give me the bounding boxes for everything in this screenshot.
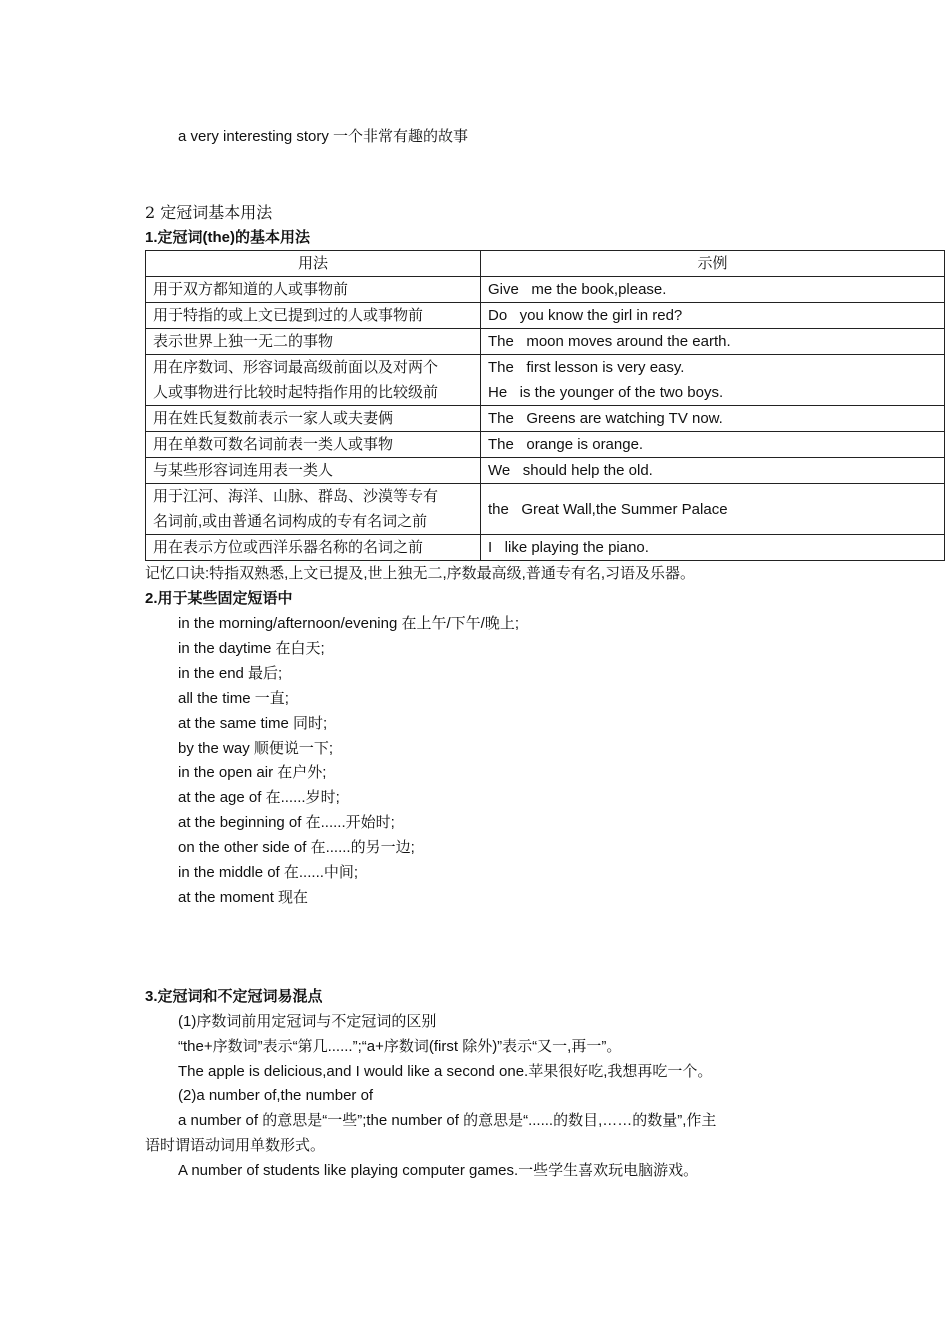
phrase-item: at the beginning of 在......开始时;: [178, 814, 395, 832]
example-cell: [481, 432, 945, 458]
table-row: [146, 484, 945, 535]
part3-p2-rule-line2: 语时谓语动词用单数形式。: [145, 1137, 326, 1154]
example-cell: [481, 484, 945, 535]
example-text: The orange is orange.: [488, 436, 644, 453]
usage-cell: [146, 432, 481, 458]
example-text: Give me the book,please.: [488, 281, 667, 298]
usage-text: 用在姓氏复数前表示一家人或夫妻俩: [153, 410, 394, 427]
example-cell: [481, 458, 945, 484]
usage-cell: [146, 329, 481, 355]
example-text: I like playing the piano.: [488, 539, 649, 556]
table-row: [146, 277, 945, 303]
phrase-item: all the time 一直;: [178, 689, 289, 707]
example-cell: [481, 535, 945, 561]
usage-text: 表示世界上独一无二的事物: [153, 333, 334, 350]
usage-cell: [146, 535, 481, 561]
intro-line: a very interesting story 一个非常有趣的故事: [178, 128, 469, 145]
example-text: We should help the old.: [488, 462, 653, 479]
example-cell: [481, 406, 945, 432]
usage-text: 用在序数词、形容词最高级前面以及对两个: [153, 359, 439, 376]
table-row: [146, 535, 945, 561]
part3-p2-title: (2)a number of,the number of: [178, 1087, 374, 1104]
header-usage: 用法: [146, 251, 481, 277]
usage-text: 名词前,或由普通名词构成的专有名词之前: [153, 513, 428, 530]
table-row: [146, 303, 945, 329]
part3-p2-example: A number of students like playing computer games.一些学生喜欢玩电脑游戏。: [178, 1162, 699, 1179]
phrase-item: in the daytime 在白天;: [178, 639, 325, 657]
usage-cell: [146, 355, 481, 406]
phrase-item: in the middle of 在......中间;: [178, 864, 359, 881]
table-header-row: [146, 251, 945, 277]
example-cell: [481, 277, 945, 303]
example-cell: [481, 303, 945, 329]
part3-p2-rule-line1: a number of 的意思是“一些”;the number of 的意思是“......的数目,……的数量”,作主: [178, 1112, 717, 1129]
phrase-item: at the moment 现在: [178, 888, 309, 906]
usage-text: 用于双方都知道的人或事物前: [153, 281, 349, 298]
usage-cell: [146, 406, 481, 432]
usage-cell: [146, 484, 481, 535]
example-text: The first lesson is very easy.: [488, 359, 685, 376]
subsection-1-heading: 1.定冠词(the)的基本用法: [145, 229, 311, 246]
usage-text: 用于特指的或上文已提到过的人或事物前: [153, 307, 424, 324]
usage-cell: [146, 458, 481, 484]
phrase-item: in the morning/afternoon/evening 在上午/下午/晚上;: [178, 615, 519, 632]
section-heading: 2 定冠词基本用法: [145, 203, 273, 222]
phrase-item: at the age of 在......岁时;: [178, 789, 340, 807]
example-text: The moon moves around the earth.: [488, 333, 731, 350]
usage-text: 用于江河、海洋、山脉、群岛、沙漠等专有: [153, 488, 439, 505]
usage-text: 人或事物进行比较时起特指作用的比较级前: [153, 384, 439, 401]
usage-text: 用在单数可数名词前表一类人或事物: [153, 436, 394, 453]
example-text: The Greens are watching TV now.: [488, 410, 723, 427]
phrase-item: at the same time 同时;: [178, 714, 328, 732]
phrase-item: by the way 顺便说一下;: [178, 739, 334, 757]
example-text: He is the younger of the two boys.: [488, 384, 724, 401]
phrase-item: in the open air 在户外;: [178, 764, 327, 782]
subsection-2-heading: 2.用于某些固定短语中: [145, 590, 293, 607]
phrase-item: on the other side of 在......的另一边;: [178, 839, 415, 857]
table-row: [146, 329, 945, 355]
phrase-item: in the end 最后;: [178, 664, 283, 682]
table-row: [146, 432, 945, 458]
usage-table: [145, 250, 945, 561]
usage-cell: [146, 303, 481, 329]
example-cell: [481, 355, 945, 406]
example-text: Do you know the girl in red?: [488, 307, 683, 324]
mnemonic: 记忆口诀:特指双熟悉,上文已提及,世上独无二,序数最高级,普通专有名,习语及乐器。: [145, 565, 696, 582]
table-row: [146, 406, 945, 432]
part3-p1-title: (1)序数词前用定冠词与不定冠词的区别: [178, 1013, 437, 1030]
subsection-3-heading: 3.定冠词和不定冠词易混点: [145, 988, 323, 1005]
part3-p1-example: The apple is delicious,and I would like a second one.苹果很好吃,我想再吃一个。: [178, 1063, 713, 1080]
table-row: [146, 458, 945, 484]
example-text: the Great Wall,the Summer Palace: [488, 500, 728, 518]
usage-text: 与某些形容词连用表一类人: [153, 462, 334, 479]
example-cell: [481, 329, 945, 355]
usage-text: 用在表示方位或西洋乐器名称的名词之前: [153, 539, 424, 556]
part3-p1-rule: “the+序数词”表示“第几......”;“a+序数词(first 除外)”表示“又一,再一”。: [178, 1038, 622, 1055]
table-row: [146, 355, 945, 406]
header-example: 示例: [481, 251, 945, 277]
usage-cell: [146, 277, 481, 303]
